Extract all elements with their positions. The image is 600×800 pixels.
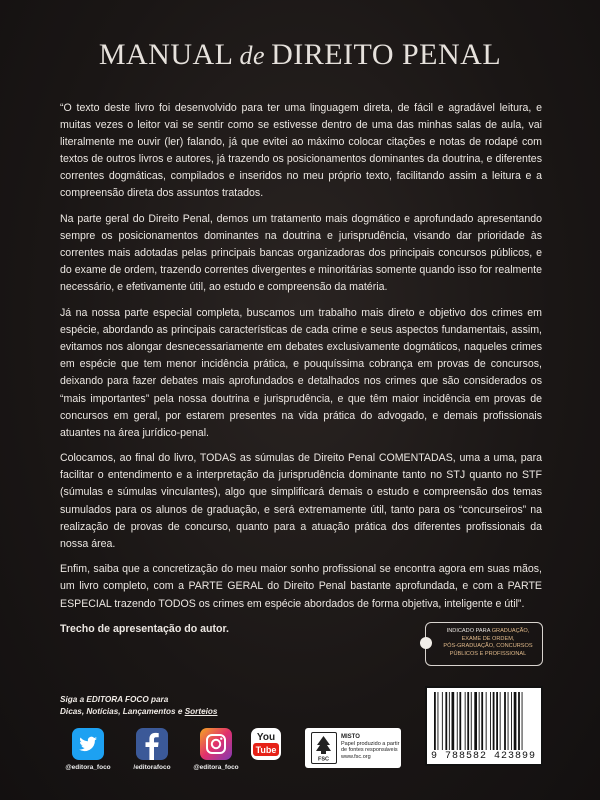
indicado-prefix: INDICADO PARA (446, 628, 491, 634)
isbn-digits: 9 788582 423899 (431, 751, 537, 762)
instagram-icon[interactable] (200, 728, 232, 760)
fsc-title: MISTO (341, 734, 360, 740)
fsc-info (341, 734, 401, 760)
indicado-line4: PÚBLICOS E PROFISSIONAL (449, 650, 527, 657)
paragraph-3: Já na nossa parte especial completa, buscamos um trabalho mais direto e objetivo dos crimes em espécie, abordando as principais características de cada crime e seus aspectos fundamentais, assim, evitamos nos alongar desnecessariamente em debates exclusivamente dogmáticos, naqueles crimes em espécie que tem menor incidência prática, e pouquíssima cobrança em provas de concursos, deixando para fazer debates mais aprofundados e detalhados nos crimes que são considerados os “mais importantes” pela nossa doutrina e jurisprudência, e que têm maior incidência em provas de concursos em geral, por estarem presentes na vida prática do advogado, e demais profissionais atuantes na área jurídico-penal. (60, 307, 542, 439)
follow-text (60, 694, 280, 717)
isbn-barcode (425, 686, 543, 766)
author-note: Trecho de apresentação do autor. (60, 623, 229, 636)
fsc-tree-icon (311, 732, 337, 764)
twitter-icon[interactable] (72, 728, 104, 760)
circle-marker-icon (420, 637, 432, 649)
social-youtube[interactable] (246, 728, 286, 760)
fsc-logo-text: FSC (318, 756, 329, 762)
indicado-line1: GRADUAÇÃO, (491, 628, 530, 634)
youtube-tube-text: Tube (255, 745, 277, 755)
fsc-site: www.fsc.org (341, 753, 371, 760)
indicado-line2: EXAME DE ORDEM, (461, 635, 515, 642)
title-manual: MANUAL (98, 38, 234, 71)
back-cover-text (60, 100, 542, 647)
fsc-desc: Papel produzido a partir de fontes responsáveis (341, 740, 400, 753)
youtube-icon[interactable] (251, 728, 281, 760)
title-direito-penal: DIREITO PENAL (271, 38, 502, 71)
paragraph-5: Enfim, saiba que a concretização do meu maior sonho profissional se encontra agora em suas mãos, um livro completo, com a PARTE GERAL do Direito Penal bastante aprofundada, e com a PARTE ESPECIAL trazendo TODOS os crimes em espécie abordados de forma objetiva, inteligente e útil”. (60, 563, 542, 610)
indicado-line3: PÓS-GRADUAÇÃO, CONCURSOS (443, 643, 533, 649)
book-title (0, 38, 600, 72)
follow-line1: Siga a EDITORA FOCO para (60, 695, 169, 704)
paragraph-4: Colocamos, ao final do livro, TODAS as súmulas de Direito Penal COMENTADAS, uma a uma, para facilitar o entendimento e a interpretação da jurisprudência dominante tanto no STJ quanto no STF (súmulas e súmulas vinculantes), algo que simplificará demais o estudo e compreensão dos temas sumulados para os alunos de graduação, e será extremamente útil, tanto para os “concurseiros” na realização de provas de concurso, quanto para a atuação prática dos diferentes profissionais da nossa área. (60, 452, 542, 550)
follow-line2: Dicas, Notícias, Lançamentos e (60, 706, 183, 716)
twitter-handle[interactable]: @editora_foco (65, 764, 111, 771)
social-twitter[interactable] (60, 728, 116, 771)
instagram-handle[interactable]: @editora_foco (193, 764, 239, 771)
follow-sorteios: Sorteios (184, 706, 218, 716)
fsc-label (305, 728, 401, 768)
youtube-you-text: You (256, 732, 276, 743)
facebook-icon[interactable] (136, 728, 168, 760)
paragraph-1: “O texto deste livro foi desenvolvido para ter uma linguagem direta, de fácil e agradável leitura, e muitas vezes o leitor vai se sentir como se estivesse dentro de uma das minhas salas de aula, vai literalmente me ouvir (ler) falando, já que evitei ao máximo colocar citações e notas de rodapé com textos de outros livros e autores, já trazendo os posicionamentos dominantes da doutrina, e diferentes correntes dogmáticas, compilados e inseridos no meu próprio texto, facilitando assim a leitura e a compreensão direta dos assuntos tratados. (60, 102, 542, 200)
paragraph-2: Na parte geral do Direito Penal, demos um tratamento mais dogmático e aprofundado apresentando sempre os posicionamentos dominantes na doutrina e jurisprudência, visando dar prioridade às correntes mais adotadas pelas principais bancas organizadoras dos principais concursos públicos, e do exame de ordem, trazendo correntes divergentes e minoritárias somente quando isso for realmente necessário, e efetivamente útil, ao estudo e compreensão da matéria. (60, 213, 542, 294)
barcode-bars-icon (433, 692, 539, 750)
social-links (60, 728, 310, 774)
indicado-box (425, 622, 543, 666)
facebook-handle[interactable]: /editorafoco (133, 764, 171, 771)
social-instagram[interactable] (188, 728, 244, 771)
social-facebook[interactable] (124, 728, 180, 771)
title-de: de (239, 41, 266, 70)
